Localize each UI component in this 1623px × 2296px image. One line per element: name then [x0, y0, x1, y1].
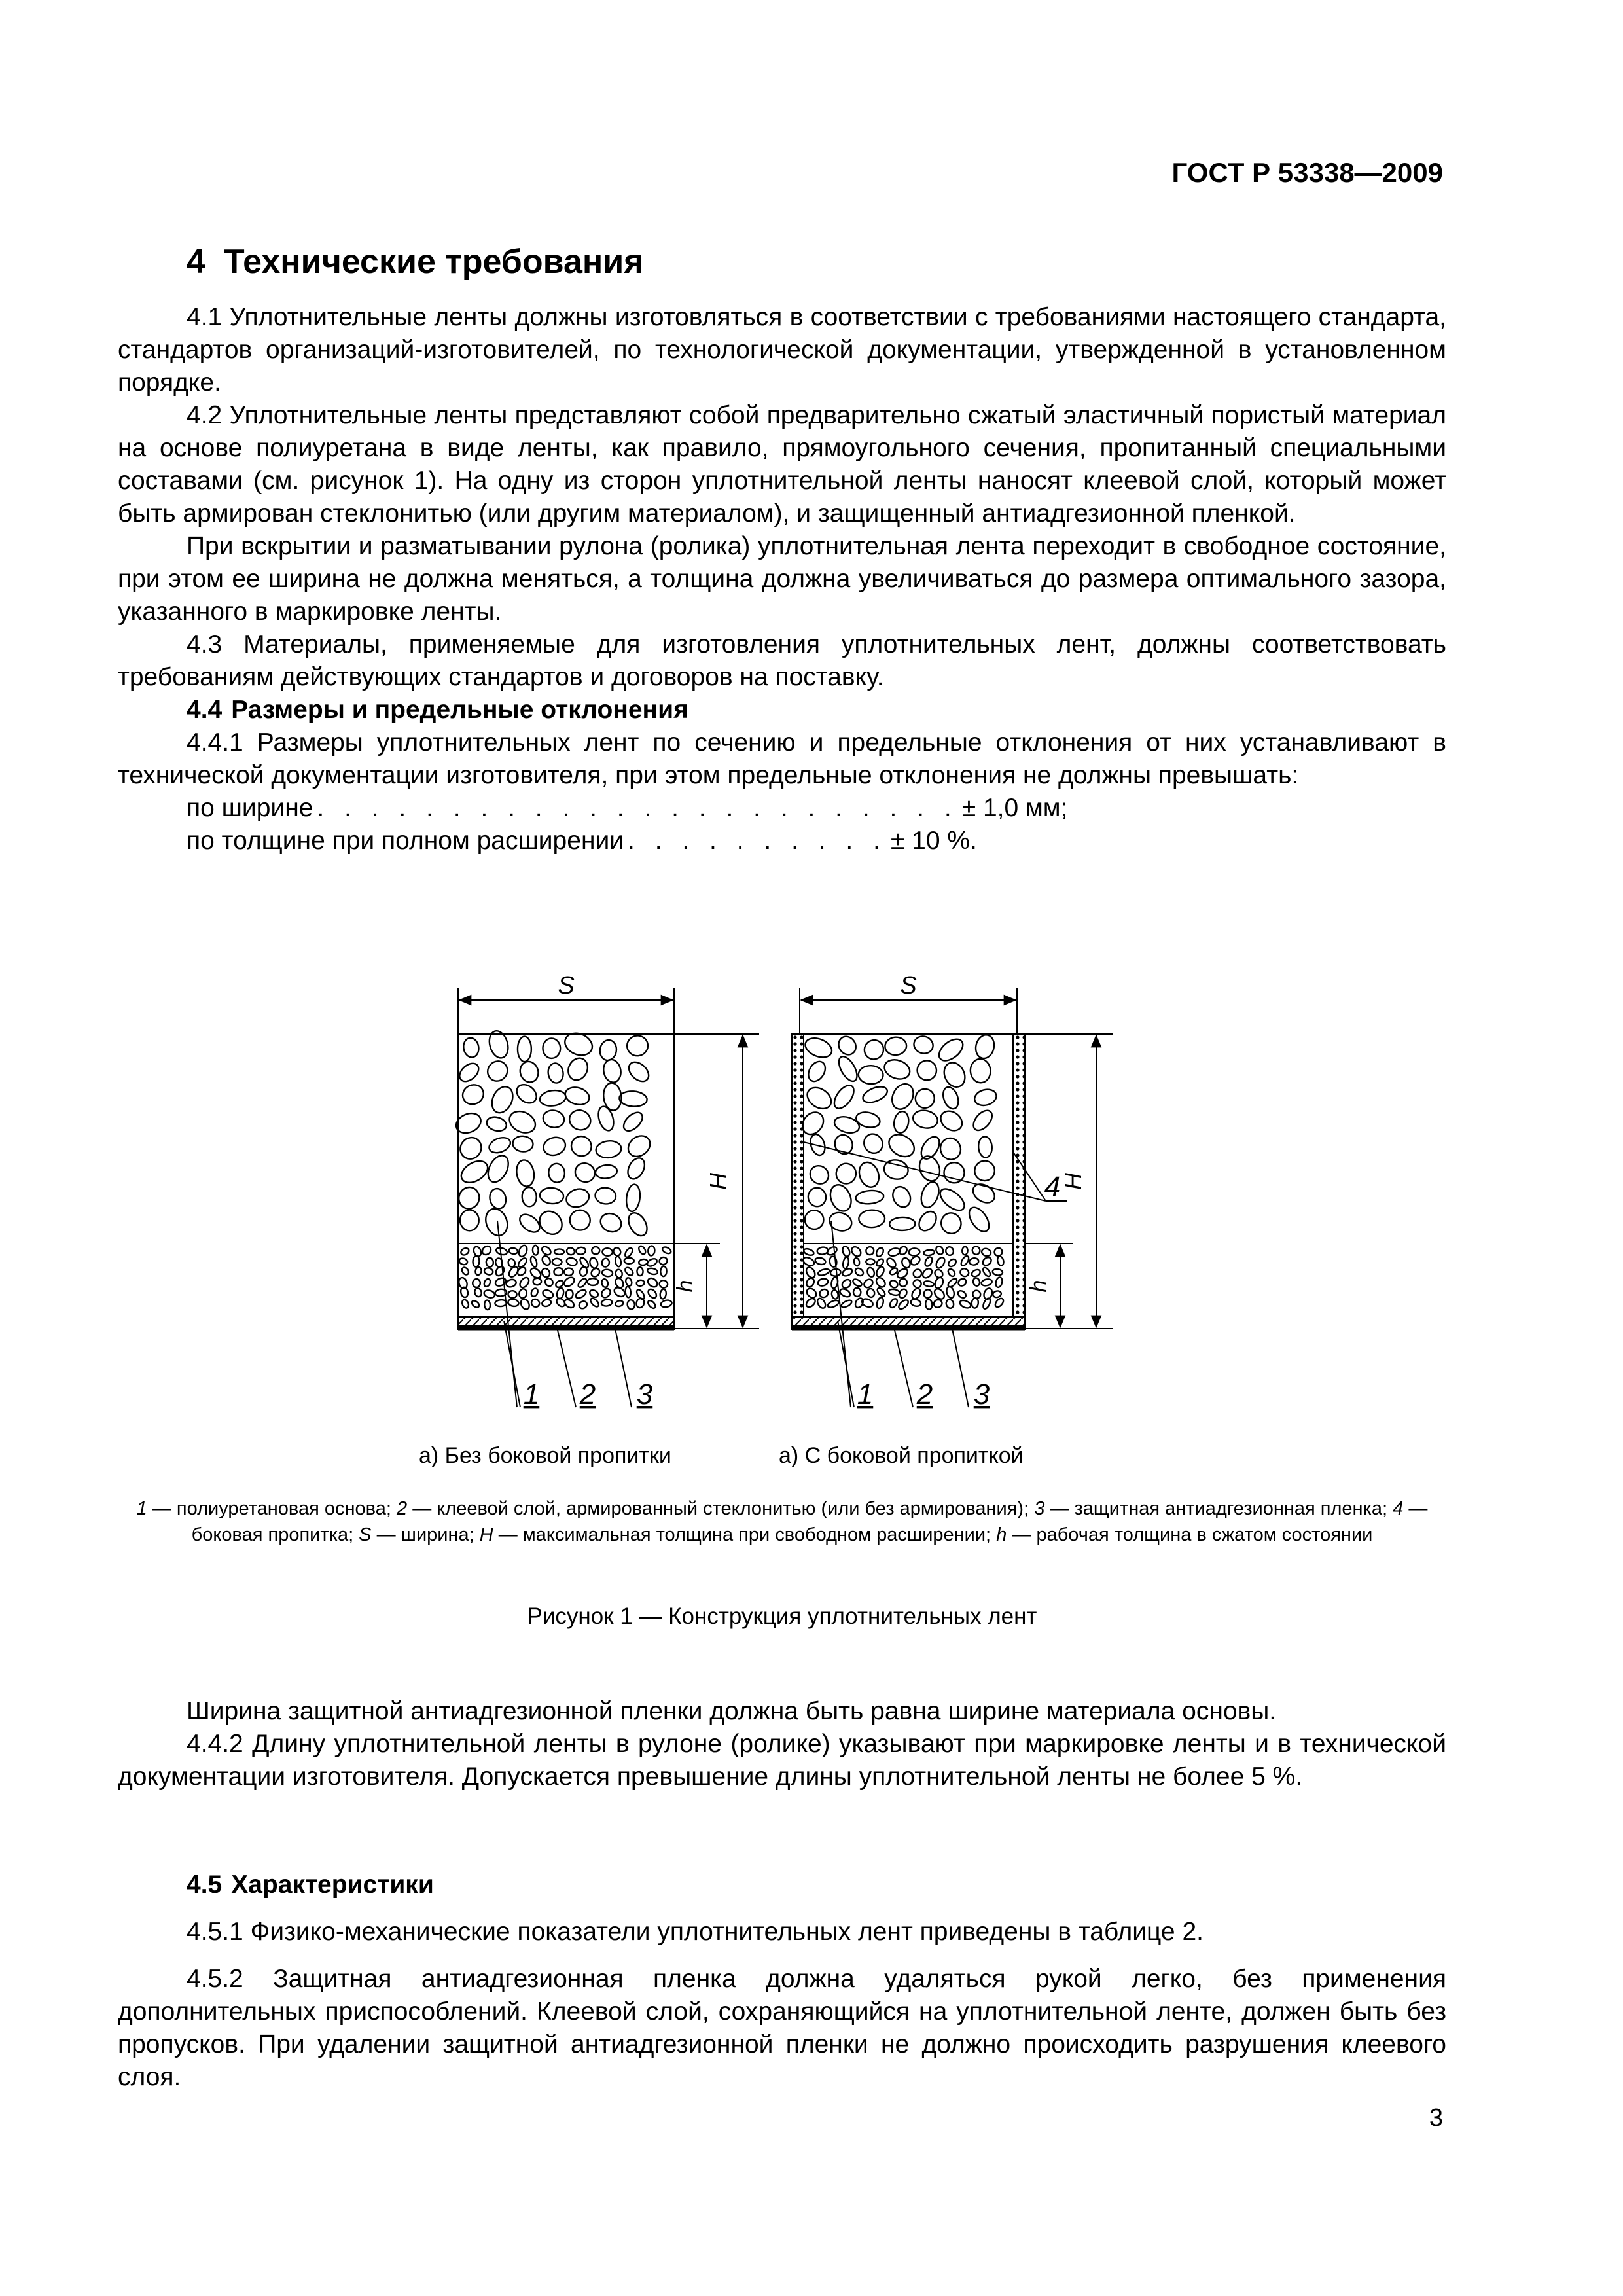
section-number: 4 — [187, 243, 205, 281]
foam-cell — [940, 1059, 969, 1090]
foam-cell — [945, 1299, 955, 1309]
foam-cell — [935, 1256, 946, 1270]
side-impregnation-left — [792, 1034, 804, 1329]
foam-cell — [916, 1208, 940, 1234]
dim-label-h-work: h — [673, 1280, 698, 1293]
callout-1: 1 — [857, 1378, 874, 1410]
foam-cell — [840, 1278, 852, 1289]
foam-cell — [888, 1081, 918, 1113]
foam-cell — [947, 1268, 956, 1278]
foam-cell — [804, 1083, 836, 1113]
foam-cell — [910, 1287, 922, 1300]
foam-cell — [802, 1035, 834, 1061]
callout-3: 3 — [636, 1378, 653, 1410]
foam-cell — [938, 1210, 964, 1236]
foam-cell — [883, 1158, 910, 1181]
subsection-title: Размеры и предельные отклонения — [231, 696, 688, 724]
foam-cell — [875, 1258, 885, 1268]
dim-label-s: S — [900, 972, 917, 999]
foam-cell — [923, 1256, 933, 1268]
foam-cell — [912, 1086, 937, 1111]
foam-cell — [817, 1247, 829, 1255]
foam-cell — [885, 1130, 918, 1161]
section-title: Технические требования — [223, 243, 644, 281]
tolerance-label: по толщине при полном расширении — [187, 827, 624, 855]
legend-text-2: — клеевой слой, армированный стеклонитью (или без армирования); — [407, 1498, 1035, 1519]
foam-cell — [806, 1162, 832, 1187]
foam-cell — [884, 1036, 907, 1056]
dim-label-h-total: H — [705, 1173, 732, 1190]
subsection-heading-4-5 — [118, 1869, 1446, 1901]
foam-cell — [882, 1056, 912, 1082]
foam-cell — [898, 1277, 909, 1288]
foam-cell — [973, 1033, 996, 1060]
foam-cell — [805, 1297, 817, 1308]
foam-cell — [933, 1287, 946, 1300]
foam-cell — [875, 1247, 885, 1258]
foam-cell — [863, 1278, 874, 1289]
foam-cell — [803, 1247, 815, 1256]
foam-cell — [971, 1298, 979, 1309]
legend-key-h-total: H — [479, 1524, 493, 1545]
foam-cell — [957, 1277, 967, 1287]
foam-cell — [861, 1297, 874, 1308]
foam-cell — [916, 1059, 938, 1082]
foam-cell — [923, 1289, 933, 1299]
foam-cell — [854, 1266, 865, 1277]
foam-cell — [831, 1289, 839, 1300]
foam-cell — [947, 1258, 957, 1268]
foam-cell — [875, 1266, 885, 1278]
foam-cell — [937, 1136, 963, 1162]
legend-key-h-work: h — [996, 1524, 1007, 1545]
foam-cell — [842, 1267, 853, 1277]
page-number: 3 — [1429, 2104, 1443, 2132]
paragraph-4-2: 4.2 Уплотнительные ленты представляют собой предварительно сжатый эластичный пористый материал на основе полиуретана в виде ленты, как правило, прямоугольного сечения, пропитанный специальными составами (см. рисунок 1). На одну из сторон уплотнительной ленты наносят клеевой слой, который может быть армирован стеклонитью (или другим материалом), и защищенный антиадгезионной пленкой. — [118, 401, 1446, 528]
paragraph-width-note: Ширина защитной антиадгезионной пленки должна быть равна ширине материала основы. — [187, 1697, 1277, 1725]
foam-cell — [853, 1287, 861, 1297]
panel-b-drawing — [792, 972, 1113, 1410]
foam-cell — [997, 1256, 1005, 1266]
foam-cell — [804, 1266, 817, 1280]
foam-cell — [992, 1290, 1002, 1298]
foam-cell — [910, 1299, 922, 1308]
foam-cell — [818, 1287, 830, 1299]
paragraph-4-1: 4.1 Уплотнительные ленты должны изготовляться в соответствии с требованиями настоящего стандарта, стандартов организаций-изготовителей, по технологической документации, утвержденной в установленном порядке. — [118, 303, 1446, 397]
foam-cell — [912, 1278, 923, 1289]
foam-cell — [832, 1132, 855, 1157]
legend-key-4: 4 — [1393, 1498, 1404, 1519]
foam-cell — [826, 1246, 838, 1257]
foam-cell — [908, 1248, 920, 1256]
document-id: ГОСТ Р 53338—2009 — [1171, 157, 1443, 188]
legend-text-h-work: — рабочая толщина в сжатом состоянии — [1007, 1524, 1373, 1545]
foam-cell — [945, 1246, 954, 1256]
subsection-number: 4.5 — [187, 1871, 223, 1899]
foam-cell — [842, 1246, 851, 1257]
foam-cells — [798, 1033, 1013, 1310]
foam-cell — [805, 1287, 818, 1300]
callout-3: 3 — [973, 1378, 990, 1410]
foam-cell — [889, 1217, 916, 1231]
panel-b-label: а) С боковой пропиткой — [779, 1443, 1024, 1468]
callout-2: 2 — [579, 1378, 596, 1410]
foam-cell — [817, 1278, 829, 1287]
legend-text-s: — ширина; — [371, 1524, 480, 1545]
foam-cell — [839, 1287, 851, 1299]
paragraph-4-3: 4.3 Материалы, применяемые для изготовления уплотнительных лент, должны соответствовать требованиям действующих стандартов и договоров на поставку. — [118, 630, 1446, 691]
foam-cell — [897, 1299, 910, 1311]
foam-cell — [946, 1286, 955, 1299]
side-impregnation-right — [1013, 1034, 1025, 1329]
callout-1: 1 — [523, 1378, 540, 1410]
foam-cell — [876, 1287, 886, 1298]
foam-cell — [936, 1185, 968, 1214]
foam-cell — [865, 1246, 875, 1256]
foam-cell — [971, 1157, 999, 1185]
tolerance-leader-dots: . . . . . . . . . . . . . . . . . . . . . . . . — [317, 794, 958, 822]
foam-cell — [912, 1268, 923, 1280]
dim-label-h-work: h — [1026, 1280, 1051, 1293]
foam-cell — [861, 1084, 889, 1105]
foam-cell — [866, 1259, 874, 1265]
paragraph-4-5-1: 4.5.1 Физико-механические показатели уплотнительных лент приведены в таблице 2. — [187, 1918, 1204, 1946]
foam-cell — [972, 1246, 981, 1255]
foam-cell — [957, 1289, 967, 1299]
foam-cell — [866, 1266, 876, 1278]
foam-cell — [850, 1245, 863, 1258]
foam-cell — [889, 1297, 899, 1308]
foam-cell — [940, 1085, 961, 1111]
foam-cell — [959, 1299, 972, 1310]
foam-cell — [959, 1267, 970, 1278]
foam-cell — [972, 1277, 981, 1287]
dim-label-h-total: H — [1060, 1173, 1086, 1190]
foam-cell — [923, 1280, 935, 1287]
dim-label-s: S — [558, 972, 575, 999]
foam-cell — [970, 1180, 998, 1206]
foam-cell — [993, 1297, 1005, 1309]
foam-cell — [842, 1257, 849, 1269]
foam-cell — [912, 1108, 940, 1130]
foam-cell — [912, 1034, 935, 1056]
figure-caption: Рисунок 1 — Конструкция уплотнительных лент — [527, 1604, 1037, 1629]
foam-cell — [830, 1082, 858, 1112]
foam-cell — [889, 1184, 914, 1210]
panel-a-label: а) Без боковой пропитки — [419, 1443, 671, 1468]
legend-text-h-total: — максимальная толщина при свободном расширении; — [493, 1524, 997, 1545]
foam-cell — [893, 1110, 910, 1134]
figure-legend — [118, 1496, 1446, 1548]
foam-cell — [898, 1245, 908, 1256]
foam-cell — [995, 1276, 1003, 1287]
foam-cell — [933, 1299, 943, 1308]
legend-key-s: S — [359, 1524, 372, 1545]
foam-cell — [981, 1256, 993, 1267]
foam-cell — [992, 1268, 1003, 1276]
foam-cell — [817, 1268, 830, 1276]
tolerance-value: ± 10 %. — [890, 827, 977, 855]
foam-cell — [959, 1255, 970, 1267]
foam-cell — [808, 1132, 828, 1157]
foam-cell — [970, 1058, 991, 1083]
foam-cell — [874, 1276, 887, 1289]
foam-cell — [918, 1134, 943, 1162]
foam-cell — [982, 1297, 991, 1310]
foam-cell — [918, 1179, 942, 1210]
foam-cell — [901, 1257, 912, 1269]
foam-cell — [805, 1058, 829, 1085]
foam-cell — [909, 1255, 921, 1266]
foam-cell — [851, 1278, 863, 1287]
text-block-characteristics — [118, 1869, 1446, 2094]
legend-text-1: — полиуретановая основа; — [147, 1498, 397, 1519]
foam-cell — [935, 1035, 967, 1065]
foam-cell — [807, 1187, 827, 1208]
callout-4: 4 — [1044, 1171, 1061, 1203]
foam-cell — [801, 1206, 827, 1232]
foam-cell — [897, 1288, 908, 1300]
foam-cell — [876, 1297, 885, 1309]
foam-cell — [982, 1266, 991, 1278]
foam-cell — [993, 1247, 1003, 1257]
foam-cell — [971, 1268, 981, 1278]
foam-cell — [835, 1054, 861, 1084]
foam-cell — [853, 1257, 860, 1266]
paragraph-4-5-2: 4.5.2 Защитная антиадгезионная пленка должна удаляться рукой легко, без применения дополнительных приспособлений. Клеевой слой, сохраняющийся на уплотнительной ленте, должен быть без пропусков. При удалении защитной антиадгезионной пленки не должно происходить разрушения клеевого слоя. — [118, 1965, 1446, 2091]
foam-cell — [969, 1257, 979, 1265]
foam-cell — [937, 1107, 966, 1135]
foam-cell — [816, 1297, 827, 1310]
foam-cell — [827, 1299, 840, 1309]
foam-cell — [858, 1066, 883, 1085]
foam-cell — [923, 1249, 935, 1256]
panel-a-drawing — [453, 972, 759, 1410]
legend-text-3: — защитная антиадгезионная пленка; — [1044, 1498, 1393, 1519]
foam-cell — [962, 1247, 968, 1255]
foam-cell — [861, 1036, 887, 1063]
foam-cell — [827, 1181, 855, 1214]
foam-cell — [815, 1257, 827, 1265]
adhesive-layer — [792, 1317, 1025, 1326]
foam-cell — [856, 1160, 882, 1190]
foam-cell — [835, 1033, 859, 1058]
foam-cell — [921, 1267, 933, 1280]
subsection-title: Характеристики — [231, 1871, 434, 1899]
foam-cell — [885, 1257, 897, 1269]
foam-cell — [840, 1299, 853, 1309]
foam-cell — [830, 1268, 841, 1276]
tolerance-value: ± 1,0 мм; — [961, 794, 1068, 822]
foam-cell — [970, 1107, 995, 1134]
foam-cell — [981, 1247, 992, 1257]
foam-cell — [965, 1204, 993, 1234]
foam-cell — [933, 1276, 944, 1289]
foam-cell — [978, 1136, 993, 1158]
foam-cell — [866, 1288, 876, 1298]
foam-cell — [835, 1162, 858, 1185]
legend-key-3: 3 — [1034, 1498, 1045, 1519]
foam-cell — [935, 1245, 945, 1255]
tolerance-label: по ширине — [187, 794, 313, 822]
legend-text-4: — боковая пропитка; — [191, 1498, 1428, 1545]
text-block-dimensions — [118, 1695, 1446, 1793]
paragraph-4-2-continued: При вскрытии и разматывании рулона (ролика) уплотнительная лента переходит в свободное состояние, при этом ее ширина не должна меняться, а толщина должна увеличиваться до размера оптимального зазора, указанного в маркировке ленты. — [118, 532, 1446, 626]
tolerance-leader-dots: . . . . . . . . . . — [628, 827, 887, 855]
foam-cell — [861, 1130, 887, 1157]
foam-cell — [889, 1279, 899, 1289]
paragraph-4-4-1: 4.4.1 Размеры уплотнительных лент по сечению и предельные отклонения от них устанавливают в технической документации изготовителя, при этом предельные отклонения не должны превышать: — [118, 728, 1446, 789]
legend-key-1: 1 — [136, 1498, 147, 1519]
foam-cell — [855, 1189, 884, 1205]
foam-cell — [981, 1278, 993, 1287]
subsection-number: 4.4 — [187, 696, 223, 724]
adhesive-layer — [458, 1317, 674, 1326]
legend-key-2: 2 — [397, 1498, 408, 1519]
foam-cell — [972, 1087, 998, 1107]
callout-2: 2 — [916, 1378, 933, 1410]
foam-cell — [859, 1210, 885, 1227]
foam-cell — [925, 1299, 933, 1310]
paragraph-4-4-2: 4.4.2 Длину уплотнительной ленты в рулоне (ролике) указывают при маркировке ленты и в технической документации изготовителя. Допускается превышение длины уплотнительной ленты не более 5 %. — [118, 1730, 1446, 1791]
foam-cell — [805, 1277, 815, 1288]
